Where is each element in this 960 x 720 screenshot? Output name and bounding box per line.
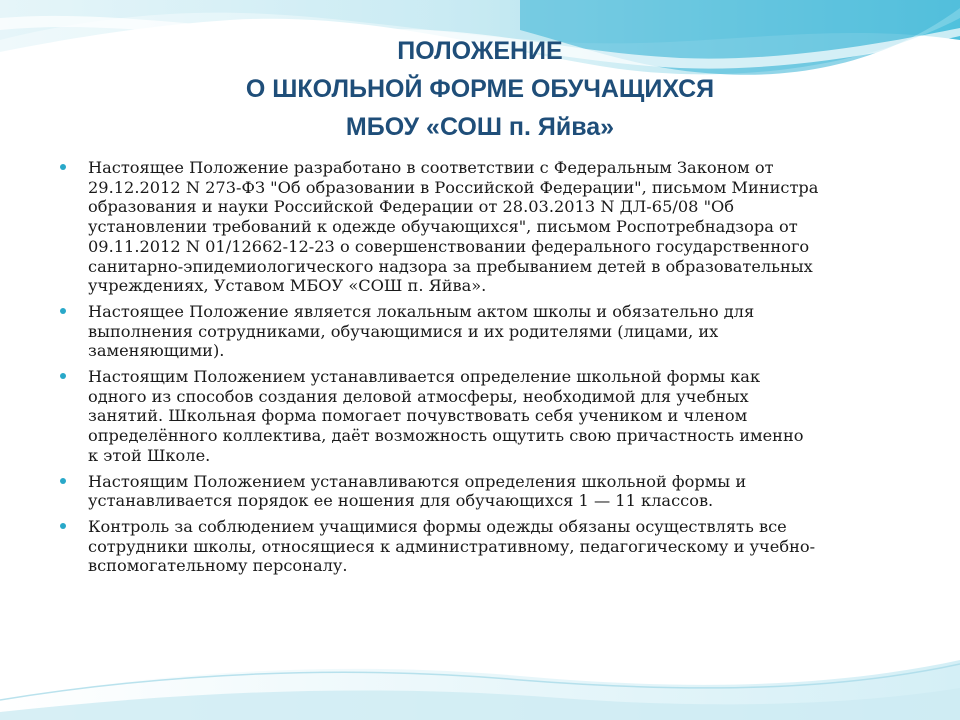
bullet-dot-icon <box>60 478 66 484</box>
bullet-dot-icon <box>60 373 66 379</box>
list-item <box>60 517 908 576</box>
title-line-3: МБОУ «СОШ п. Яйва» <box>345 113 615 141</box>
list-item <box>60 158 908 296</box>
paragraph-text: Настоящим Положением устанавливаются определения школьной формы и устанавливается порядок ее ношения для обучающихся 1 — 11 классов. <box>88 471 747 511</box>
list-item <box>60 302 908 361</box>
list-item <box>60 472 908 511</box>
list-item <box>60 367 908 466</box>
bullet-dot-icon <box>60 523 66 529</box>
bullet-dot-icon <box>60 164 66 170</box>
paragraph-text: Настоящим Положением устанавливается определение школьной формы как одного из способов создания деловой атмосферы, необходимой для учебных занятий. Школьная форма помогает почувствовать себя учеником и членом определённого коллектива, даёт возможность ощутить свою причастность именно к этой Школе. <box>88 367 804 465</box>
title-line-2: О ШКОЛЬНОЙ ФОРМЕ ОБУЧАЩИХСЯ <box>245 75 715 103</box>
slide-title <box>120 32 840 146</box>
bullet-dot-icon <box>60 308 66 314</box>
paragraph-text: Настоящее Положение разработано в соответствии с Федеральным Законом от 29.12.2012 N 273-ФЗ "Об образовании в Российской Федерации", письмом Министра образования и науки Российской Федерации от 28.03.2013 N ДЛ-65/08 "Об установлении требований к одежде обучающихся", письмом Роспотребнадзора от 09.11.2012 N 01/12662-12-23 о совершенствовании федерального государственного санитарно-эпидемиологического надзора за пребыванием детей в образовательных учреждениях, Уставом МБОУ «СОШ п. Яйва». <box>88 158 819 296</box>
bullet-list <box>60 158 908 582</box>
paragraph-text: Контроль за соблюдением учащимися формы одежды обязаны осуществлять все сотрудники школы, относящиеся к административному, педагогическому и учебно- вспомогательному персоналу. <box>88 516 816 576</box>
title-line-1: ПОЛОЖЕНИЕ <box>397 37 563 65</box>
paragraph-text: Настоящее Положение является локальным актом школы и обязательно для выполнения сотрудниками, обучающимися и их родителями (лицами, их заменяющими). <box>88 301 755 361</box>
